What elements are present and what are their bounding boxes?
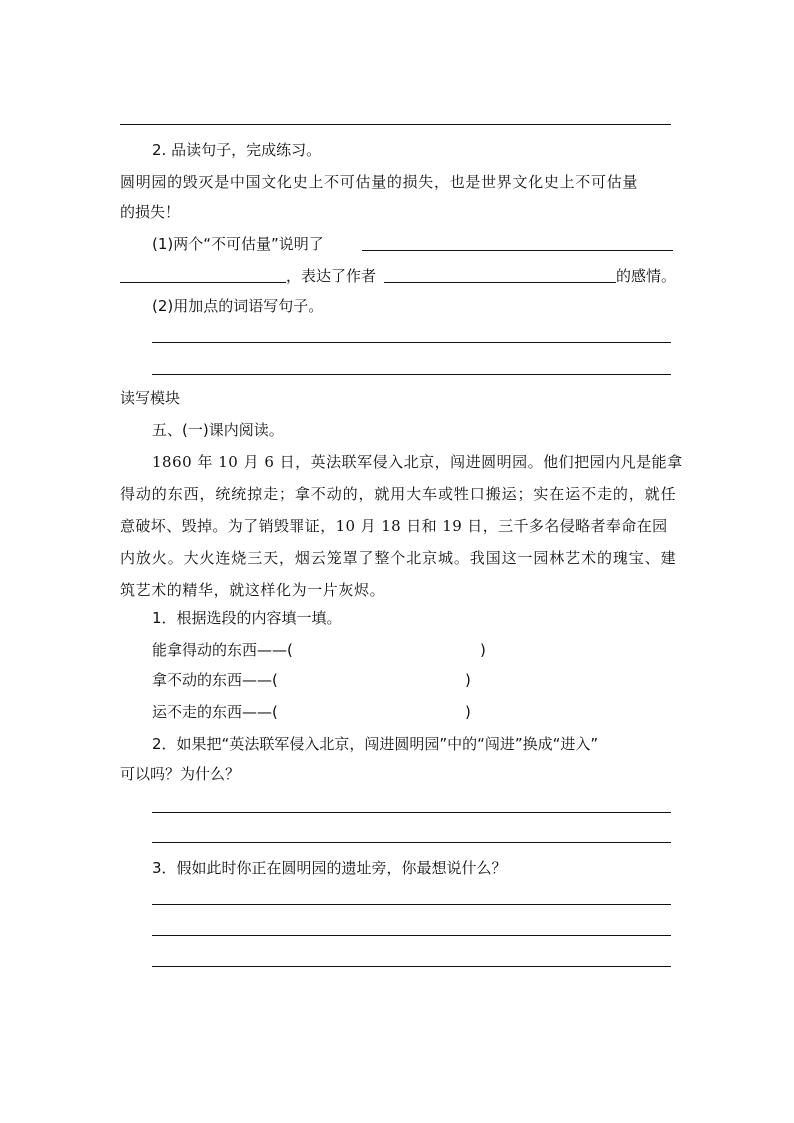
answer-blank[interactable] (120, 282, 286, 283)
question-2-title: 2. 品读句子，完成练习。 (152, 141, 322, 159)
answer-blank[interactable] (362, 250, 673, 251)
answer-line (120, 124, 671, 125)
answer-line[interactable] (152, 374, 671, 375)
answer-line[interactable] (152, 842, 671, 843)
answer-line[interactable] (152, 935, 671, 936)
answer-line[interactable] (152, 342, 671, 343)
fill-item-label: 运不走的东西——( (152, 703, 278, 721)
sub-question-1-middle: ，表达了作者 (286, 267, 377, 285)
fill-item-label: 拿不动的东西——( (152, 671, 278, 689)
passage-line: 1860 年 10 月 6 日，英法联军侵入北京，闯进圆明园。他们把园内凡是能拿 (152, 453, 683, 471)
reading-question-2-line-2: 可以吗？为什么？ (120, 765, 241, 783)
fill-item-close: ) (480, 641, 486, 659)
answer-line[interactable] (152, 904, 671, 905)
passage-line: 得动的东西，统统掠走；拿不动的，就用大车或牲口搬运；实在运不走的，就任 (120, 485, 677, 503)
answer-line[interactable] (152, 966, 671, 967)
sub-question-2: (2)用加点的词语写句子。 (152, 297, 324, 315)
fill-item-close: ) (465, 671, 471, 689)
answer-blank[interactable] (384, 282, 616, 283)
sub-question-1-prefix: (1)两个“不可估量”说明了 (152, 235, 324, 253)
fill-item-close: ) (465, 703, 471, 721)
quote-line-2: 的损失！ (120, 203, 181, 221)
answer-line[interactable] (152, 812, 671, 813)
fill-item-label: 能拿得动的东西——( (152, 641, 293, 659)
module-title: 读写模块 (120, 389, 181, 407)
passage-line: 意破坏、毁掉。为了销毁罪证，10 月 18 日和 19 日，三千多名侵略者奉命在园 (120, 517, 668, 535)
sub-question-1-suffix: 的感情。 (616, 267, 677, 285)
quote-line-1: 圆明园的毁灭是中国文化史上不可估量的损失，也是世界文化史上不可估量 (120, 173, 639, 191)
reading-question-2-line-1: 2．如果把“英法联军侵入北京，闯进圆明园”中的“闯进”换成“进入” (152, 735, 599, 753)
section-5-title: 五、(一)课内阅读。 (152, 421, 284, 439)
reading-question-3: 3．假如此时你正在圆明园的遗址旁，你最想说什么？ (152, 859, 507, 877)
passage-line: 筑艺术的精华，就这样化为一片灰烬。 (120, 581, 386, 599)
reading-question-1: 1．根据选段的内容填一填。 (152, 609, 342, 627)
passage-line: 内放火。大火连烧三天，烟云笼罩了整个北京城。我国这一园林艺术的瑰宝、建 (120, 549, 677, 567)
